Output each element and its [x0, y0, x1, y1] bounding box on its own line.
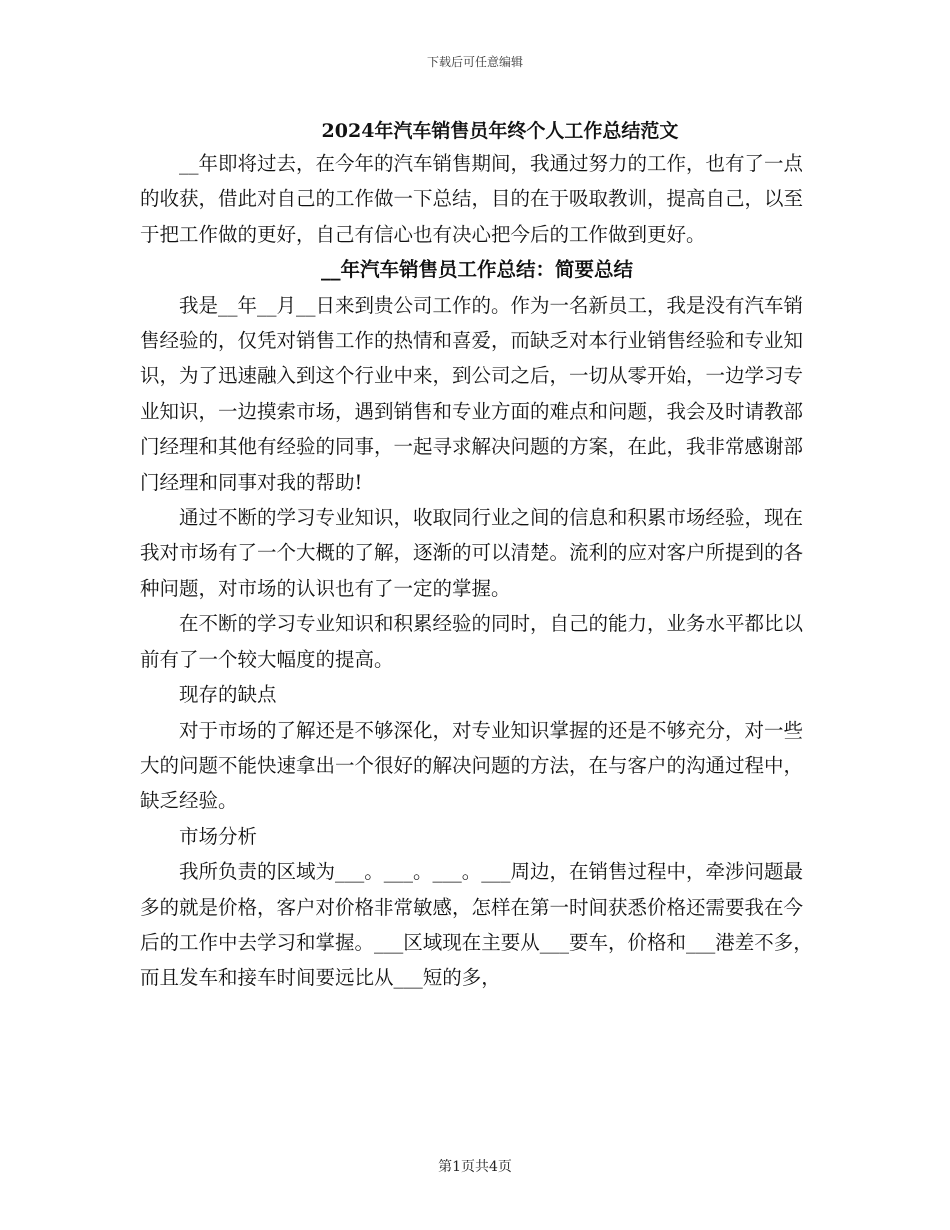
page-header-note: 下载后可任意编辑	[426, 55, 523, 69]
subheading-shortcomings: 现存的缺点	[179, 683, 277, 707]
paragraph-5: 我所负责的区域为___。___。___。___周边，在销售过程中，牵涉问题最多的就是价格，客户对价格非常敏感，怎样在第一时间获悉价格还需要我在今后的工作中去学习和掌握。___区域现在主要从___要车，价格和___港差不多，而且发车和接车时间要远比从___短的多，	[140, 860, 813, 990]
document-title: 2024年汽车销售员年终个人工作总结范文	[321, 120, 679, 142]
intro-paragraph: __年即将过去，在今年的汽车销售期间，我通过努力的工作，也有了一点的收获，借此对自己的工作做一下总结，目的在于吸取教训，提高自己，以至于把工作做的更好，自己有信心也有决心把今后的工作做到更好。	[140, 152, 804, 246]
section-heading: __年汽车销售员工作总结：简要总结	[320, 258, 633, 282]
page-number-footer: 第1页共4页	[438, 1159, 512, 1175]
paragraph-1: 我是__年__月__日来到贵公司工作的。作为一名新员工，我是没有汽车销售经验的，仅凭对销售工作的热情和喜爱，而缺乏对本行业销售经验和专业知识，为了迅速融入到这个行业中来，到公司之后，一切从零开始，一边学习专业知识，一边摸索市场，遇到销售和专业方面的难点和问题，我会及时请教部门经理和其他有经验的同事，一起寻求解决问题的方案，在此，我非常感谢部门经理和同事对我的帮助!	[140, 293, 804, 494]
paragraph-4: 对于市场的了解还是不够深化，对专业知识掌握的还是不够充分，对一些大的问题不能快速拿出一个很好的解决问题的方法，在与客户的沟通过程中，缺乏经验。	[140, 718, 804, 813]
document-body	[140, 146, 814, 996]
subheading-market-analysis: 市场分析	[179, 824, 258, 848]
paragraph-3: 在不断的学习专业知识和积累经验的同时，自己的能力，业务水平都比以前有了一个较大幅度的提高。	[140, 612, 804, 671]
paragraph-2: 通过不断的学习专业知识，收取同行业之间的信息和积累市场经验，现在我对市场有了一个大概的了解，逐渐的可以清楚。流利的应对客户所提到的各种问题，对市场的认识也有了一定的掌握。	[140, 506, 804, 600]
